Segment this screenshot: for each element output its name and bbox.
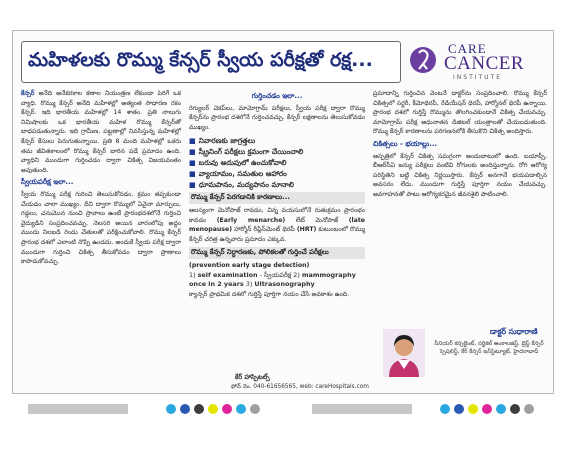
contact-line: ఫోన్ నెం. 040-61656565, web: careHospitals.com [231, 384, 369, 390]
blue-dot [180, 404, 190, 414]
test-en2: mammography [301, 270, 356, 279]
logo-institute: INSTITUTE [453, 74, 503, 81]
gray-bar [312, 404, 412, 414]
logo-ribbon-icon [408, 45, 438, 75]
logo-cancer: CANCER [444, 53, 525, 74]
column3-intro: ప్రమాదాన్ని గుర్తించిన వెంటనే డాక్టర్‌ను సంప్రదించాలి. రొమ్ము కేన్సర్ చికిత్సలో సర్జరీ, కీమోథెరపీ, రేడియేషన్ థెరపీ, హార్మోనల్ థెరపీ ఉన్నాయి. ప్రారంభ దశలో గుర్తిస్తే రొమ్మును తొలగించకుండానే చికిత్స చేయవచ్చు. మామోగ్రామ్ పరీక్ష అధునాతన డిజిటల్ యంత్రాలతో చేయబడుతుంది. రొమ్ము కేన్సర్ కారణాలను పరిగణనలోకి తీసుకొని చికిత్స అందిస్తారు. [373, 90, 547, 136]
headline: మహిళలకు రొమ్ము కేన్సర్ స్వీయ పరీక్షతో రక్ష... [28, 48, 373, 71]
cyan-dot [440, 404, 450, 414]
magenta-dot [222, 404, 232, 414]
section-head-detection: గుర్తించడం ఇలా... [251, 92, 303, 100]
black-dot [510, 404, 520, 414]
care-cancer-logo [408, 39, 546, 83]
section-head-self-exam: స్వీయపరీక్ష ఇలా... [21, 178, 74, 187]
bullet-icon: ■ [189, 147, 196, 157]
test-en2: Ultrasonography [254, 280, 315, 289]
intro-keyword: కేన్సర్ [21, 90, 35, 97]
hospital-name: కేర్ హాస్పిటల్స్ [235, 373, 270, 381]
risk-late-menopause: (late menopause) [189, 216, 365, 234]
risk-b: లేట్ మెనోపాజ్ [295, 216, 339, 224]
test-rest: - స్వీయపరీక్ష 2) [259, 270, 300, 279]
test-item [189, 271, 365, 281]
bullet-icon: ■ [189, 136, 196, 146]
prevention-english: (prevention early stage detection) [189, 261, 310, 269]
column1-intro [21, 89, 181, 175]
yellow-dot [208, 404, 218, 414]
detection-text: రెగ్యులర్ చెకప్‌లు, మామోగ్రామ్ పరీక్షలు, స్వీయ పరీక్ష ద్వారా రొమ్ము కేన్సర్‌ను ప్రారంభ దశలోనే గుర్తించవచ్చు. కేన్సర్ లక్షణాలను తెలుసుకోవడం ముఖ్యం. [189, 104, 365, 131]
intro-text: అనేది అనేకరకాల కణాల నియంత్రణ లేకుండా పెరిగే ఒక వ్యాధి. రొమ్ము కేన్సర్ అనేది మహిళల్లో అత్యంత సాధారణ రకం కేన్సర్. ఇది భారతీయ మహిళల్లో 14 శాతం. ప్రతి నాలుగు నిమిషాలకు ఒక భారతీయ మహిళ రొమ్ము కేన్సర్‌తో బాధపడుతున్నారు. ఇది గ్రామీణ, పట్టణాల్లో నివసిస్తున్న మహిళల్లో కేన్సర్ కేసులు పెరుగుతున్నాయి. ప్రతి 8 మంది మహిళల్లో ఒకరు తమ జీవితకాలంలో రొమ్ము కేన్సర్ బారిన పడే ప్రమాదం ఉంది. వ్యాధిని ముందుగా గుర్తించడం ద్వారా చికిత్స విజయవంతం అవుతుంది. [21, 90, 182, 174]
test-en: once in 2 years [189, 280, 244, 289]
cyan-dot [496, 404, 506, 414]
test-en: self examination [197, 270, 258, 279]
risk-hrt: (HRT) [296, 226, 317, 234]
doctor-photo [383, 329, 425, 377]
risk-factors-head: రొమ్ము కేన్సర్ పెరగడానికి కారణాలు... [189, 192, 365, 204]
test-num: 1) [189, 270, 196, 279]
treatment-text: ఆస్పత్రిలో కేన్సర్ చికిత్స సమగ్రంగా అందుబాటులో ఉంది. బయాప్సీ, బీఆర్‌సీఏ జన్యు పరీక్షలు వంటివి రోగులకు అందిస్తున్నారు. రోగి ఆరోగ్య పరిస్థితిని బట్టి చికిత్స నిర్ణయిస్తారు. కేన్సర్ అనగానే భయపడాల్సిన అవసరం లేదు. ముందుగా గుర్తిస్తే పూర్తిగా నయం చేయవచ్చు. అవగాహనతో పాటు ఆరోగ్యకరమైన జీవనశైలి పాటించాలి. [373, 152, 547, 198]
bullet-item [189, 179, 365, 190]
bullet-text: బరువు అదుపులో ఉంచుకోవాలి [198, 158, 287, 168]
bullet-icon: ■ [189, 169, 196, 179]
risk-factors-text [189, 206, 365, 244]
cyan-dot [236, 404, 246, 414]
yellow-dot [468, 404, 478, 414]
bullet-item [189, 135, 365, 146]
risk-early-menarche: (Early menarche) [216, 216, 286, 224]
risk-a: ఆలస్యంగా మెనోపాజ్ రావడం, చిన్న వయసులోనే రుతుక్రమం ప్రారంభం కావడం [189, 206, 365, 224]
self-exam-text: స్వీయ రొమ్ము పరీక్ష గురించి తెలుసుకోవడం, క్రమం తప్పకుండా చేయడం చాలా ముఖ్యం. దీని ద్వారా రొమ్ములో ఏవైనా మార్పులు, గడ్డలు, చనుమొన నుంచి స్రావాలు ఉంటే ప్రారంభదశలోనే గుర్తించి వైద్యుడిని సంప్రదించవచ్చు. నెలసరి అయిన వారంలోపు అద్దం ముందు నిలబడి రెండు చేతులతో పరీక్షించుకోవాలి. రొమ్ము కేన్సర్ ప్రారంభ దశలో ఎలాంటి నొప్పి ఉండదు. అందుకే స్వీయ పరీక్ష ద్వారా ముందుగా గుర్తించి చికిత్స తీసుకోవడం ద్వారా ప్రాణాలు కాపాడుకోవచ్చు. [21, 190, 181, 266]
prevention-bullets [189, 135, 365, 190]
column-1 [21, 89, 181, 270]
gray-dot [250, 404, 260, 414]
gray-dot [524, 404, 534, 414]
doctor-title: సీనియర్ కన్సల్టెంట్, సర్జికల్ ఆంకాలజిస్ట్, బ్రెస్ట్ కేన్సర్ స్పెషలిస్ట్, కేర్ కేన్సర్ ఇన్‌స్టిట్యూట్, హైదరాబాద్ [434, 341, 544, 356]
risk-d: కుటుంబంలో రొమ్ము కేన్సర్ చరిత్ర ఉన్నవారు ప్రమాదం ఎక్కువ. [189, 226, 365, 243]
cyan-dot [166, 404, 176, 414]
bullet-icon: ■ [189, 180, 196, 190]
closing-text: క్యాన్సర్ ప్రాథమిక దశలో గుర్తిస్తే పూర్తిగా నయం చేసే అవకాశం ఉంది. [189, 290, 350, 298]
test-item [189, 280, 365, 290]
bullet-text: ధూమపానం, మద్యపానం మానాలి [198, 180, 294, 190]
headline-banner [21, 41, 401, 83]
tests-list [189, 271, 365, 290]
risk-c: హార్మోన్ రీప్లేస్‌మెంట్ థెరపీ [234, 226, 295, 234]
bullet-item [189, 157, 365, 168]
newspaper-clipping [12, 30, 554, 394]
section-head-treatment: చికిత్సలు - భయాల్లు... [373, 139, 438, 148]
black-dot [194, 404, 204, 414]
bullet-icon: ■ [189, 158, 196, 168]
blue-dot [454, 404, 464, 414]
bullet-item [189, 146, 365, 157]
magenta-dot [482, 404, 492, 414]
column-3 [373, 89, 547, 203]
bullet-text: స్క్రీనింగ్ పరీక్షలు క్రమంగా చేయించాలి [198, 147, 304, 157]
diagnosis-tests-head: రొమ్ము కేన్సర్ నిర్ధారణకు, పోలికలతో గుర్తించే పరీక్షలు [189, 247, 365, 259]
bullet-item [189, 168, 365, 179]
bullet-text: నివారణకు జాగ్రత్తలు [198, 136, 256, 146]
logo-care: CARE [448, 41, 487, 56]
column-2 [189, 89, 365, 302]
bullet-text: వ్యాయామం, సమతుల ఆహారం [198, 169, 287, 179]
gray-bar [28, 404, 128, 414]
doctor-name: డాక్టర్ సుధారాణి [490, 327, 538, 336]
test-rest: 3) [245, 280, 253, 289]
